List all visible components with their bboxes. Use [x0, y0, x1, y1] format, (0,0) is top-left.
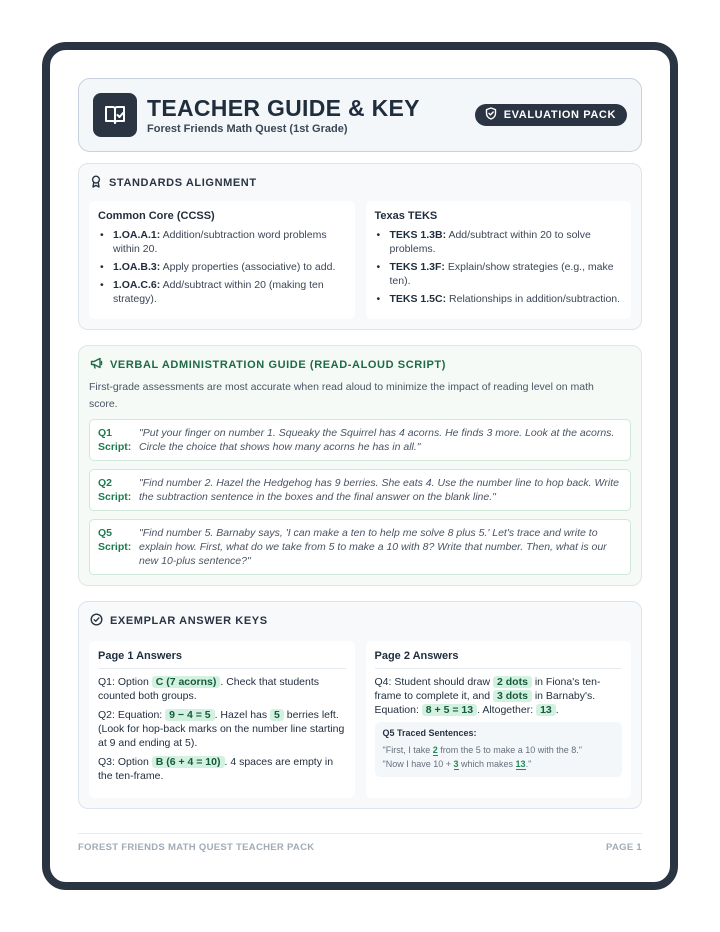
teks-card: [366, 201, 632, 319]
footer-title: FOREST FRIENDS MATH QUEST TEACHER PACK: [78, 842, 315, 853]
evaluation-pack-badge: [475, 104, 627, 126]
script-label: Script:: [98, 441, 132, 453]
answer-highlight: 8 + 5 = 13: [422, 704, 477, 716]
script-text: "Find number 2. Hazel the Hedgehog has 9 berries. She eats 4. Use the number line to hop back. Write the subtraction sentence in the boxes and the final answer on the blank line.": [139, 477, 619, 503]
traced-sentence-2: "Now I have 10 + 3 which makes 13.": [382, 759, 532, 769]
page1-answers-title: Page 1 Answers: [98, 650, 346, 669]
answer-q2: Q2: Equation: 9 − 4 = 5 . Hazel has 5 berries left. (Look for hop-back marks on the number line starting at 9 and ending at 5).: [98, 709, 345, 749]
standards-heading-row: [90, 175, 631, 191]
page1-answers-card: [89, 641, 355, 798]
standard-item: • 1.OA.C.6: Add/subtract within 20 (making ten strategy).: [98, 278, 346, 306]
traced-value: 3: [453, 759, 459, 769]
common-core-title: Common Core (CCSS): [98, 210, 215, 222]
answers-heading-row: [90, 613, 631, 629]
script-card-q1: [89, 419, 631, 461]
script-label: Script:: [98, 491, 132, 503]
page-footer: [78, 833, 642, 853]
script-question: Q5: [98, 527, 113, 539]
traced-sentence-1: "First, I take 2 from the 5 to make a 10 with the 8.": [382, 745, 582, 755]
book-check-icon: [93, 93, 137, 137]
badge-label: EVALUATION PACK: [503, 109, 616, 121]
check-circle-icon: [90, 613, 103, 629]
standard-item: • TEKS 1.5C: Relationships in addition/subtraction.: [375, 292, 623, 306]
verbal-heading-row: [90, 357, 631, 372]
standards-section: [78, 163, 642, 330]
traced-value: 2: [432, 745, 438, 755]
script-text: "Find number 5. Barnaby says, 'I can make a ten to help me solve 8 plus 5.' Let's trace and write to explain how. First, what do we take from 5 to make a 10 with 8? Write that number. Then, what is our new 10-plus sentence?": [139, 527, 607, 567]
answer-highlight: B (6 + 4 = 10): [152, 756, 225, 768]
script-question: Q1: [98, 427, 113, 439]
standard-item: • TEKS 1.3F: Explain/show strategies (e.g., make ten).: [375, 260, 623, 288]
q5-traced-box: [375, 722, 623, 777]
page-title: TEACHER GUIDE & KEY: [147, 95, 420, 121]
standard-item: • TEKS 1.3B: Add/subtract within 20 to solve problems.: [375, 228, 623, 256]
answer-keys-section: [78, 601, 642, 809]
guide-header: [78, 78, 642, 152]
common-core-card: [89, 201, 355, 319]
answer-highlight: 3 dots: [493, 690, 532, 702]
q5-traced-title: Q5 Traced Sentences:: [382, 728, 477, 738]
answer-q1: Q1: Option C (7 acorns) . Check that students counted both groups.: [98, 676, 320, 702]
page-content: [78, 78, 642, 809]
page-subtitle: Forest Friends Math Quest (1st Grade): [147, 123, 348, 135]
award-ribbon-icon: [90, 175, 102, 191]
answer-highlight: 5: [270, 709, 284, 721]
traced-value: 13: [515, 759, 526, 769]
page-frame: [42, 42, 678, 890]
verbal-heading: VERBAL ADMINISTRATION GUIDE (READ-ALOUD SCRIPT): [110, 358, 446, 371]
page-number: PAGE 1: [606, 842, 642, 853]
megaphone-icon: [90, 357, 103, 372]
answer-q3: Q3: Option B (6 + 4 = 10) . 4 spaces are empty in the ten-frame.: [98, 756, 334, 782]
standard-item: • 1.OA.B.3: Apply properties (associative) to add.: [98, 260, 346, 274]
standards-heading: STANDARDS ALIGNMENT: [109, 177, 257, 189]
page2-answers-title: Page 2 Answers: [375, 650, 623, 669]
page2-answers-card: [366, 641, 632, 798]
shield-check-icon: [485, 107, 497, 123]
script-card-q5: [89, 519, 631, 575]
verbal-intro: First-grade assessments are most accurate when read aloud to minimize the impact of reading level on math score.: [89, 381, 594, 410]
script-card-q2: [89, 469, 631, 511]
teks-title: Texas TEKS: [374, 210, 438, 222]
answer-highlight: 13: [536, 704, 556, 716]
script-text: "Put your finger on number 1. Squeaky the Squirrel has 4 acorns. He finds 3 more. Look at the acorns. Circle the choice that shows how many acorns he has in all.": [139, 427, 615, 453]
answer-highlight: 9 − 4 = 5: [165, 709, 214, 721]
script-question: Q2: [98, 477, 113, 489]
script-label: Script:: [98, 541, 132, 553]
answer-highlight: 2 dots: [493, 676, 532, 688]
verbal-guide-section: [78, 345, 642, 586]
standard-item: • 1.OA.A.1: Addition/subtraction word problems within 20.: [98, 228, 346, 256]
answer-q4: Q4: Student should draw 2 dots in Fiona's ten-frame to complete it, and 3 dots in Barnaby's. Equation: 8 + 5 = 13 . Altogether: 13 .: [374, 676, 601, 716]
answers-heading: EXEMPLAR ANSWER KEYS: [110, 615, 268, 627]
answer-highlight: C (7 acorns): [152, 676, 221, 688]
